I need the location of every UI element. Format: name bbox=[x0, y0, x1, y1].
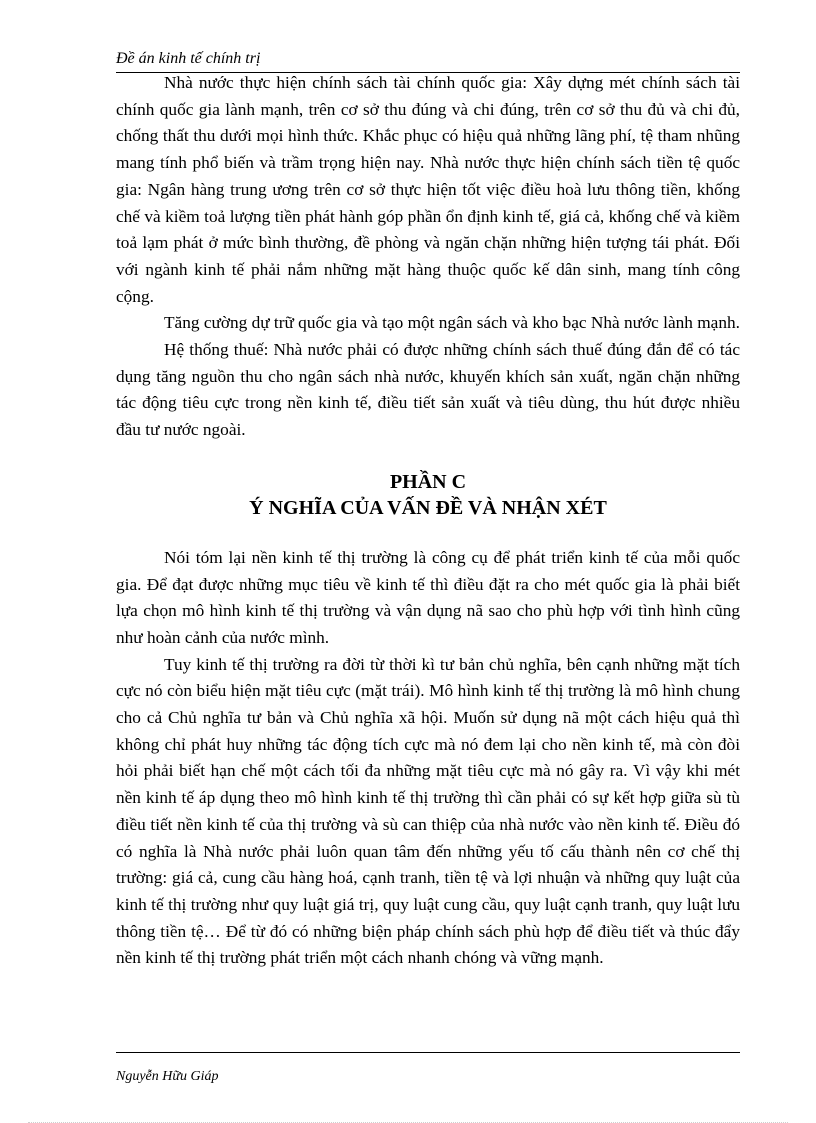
section-part-label: PHẦN C bbox=[389, 470, 467, 493]
page-footer bbox=[116, 1052, 740, 1085]
document-body bbox=[116, 70, 740, 972]
header-title: Đề án kinh tế chính trị bbox=[116, 50, 261, 67]
paragraph-summary: Nói tóm lại nền kinh tế thị trường là công cụ để phát triển kinh tế của mỗi quốc gia. Để đạt được những mục tiêu về kinh tế thì điều đặt ra cho mét quốc gia là phải biết lựa chọn mô hình kinh tế thị trường và vận dụng nã sao cho phù hợp với tình hình cũng như hoàn cảnh của nước mình. bbox=[116, 547, 740, 647]
section-heading bbox=[116, 469, 740, 521]
section-title: Ý NGHĨA CỦA VẤN ĐỀ VÀ NHẬN XÉT bbox=[249, 496, 607, 519]
paragraph-fiscal-policy: Nhà nước thực hiện chính sách tài chính quốc gia: Xây dựng mét chính sách tài chính quốc gia lành mạnh, trên cơ sở thu đúng và chi đúng, trên cơ sở thu đủ và chi đủ, chống thất thu dưới mọi hình thức. Khắc phục có hiệu quả những lãng phí, tệ tham nhũng mang tính phổ biến và trầm trọng hiện nay. Nhà nước thực hiện chính sách tiền tệ quốc gia: Ngân hàng trung ương trên cơ sở thực hiện tốt việc điều hoà lưu thông tiền, khống chế và kiềm toả lượng tiền phát hành góp phần ổn định kinh tế, giá cả, khống chế và kiềm toả lạm phát ở mức bình thường, đề phòng và ngăn chặn những hiện tượng tái phát. Đối với ngành kinh tế phải nắm những mặt hàng thuộc quốc kế dân sinh, mang tính công cộng. bbox=[116, 73, 740, 306]
paragraph-market-model: Tuy kinh tế thị trường ra đời từ thời kì tư bản chủ nghĩa, bên cạnh những mặt tích cực nó còn biểu hiện mặt tiêu cực (mặt trái). Mô hình kinh tế thị trường là mô hình chung cho cả Chủ nghĩa tư bản và Chủ nghĩa xã hội. Muốn sử dụng nã một cách hiệu quả thì không chỉ phát huy những tác động tích cực mà nó đem lại cho nền kinh tế, mà còn đòi hỏi phải biết hạn chế một cách tối đa những mặt tiêu cực mà nó gây ra. Vì vậy khi mét nền kinh tế áp dụng theo mô hình kinh tế thị trường thì cần phải có sự kết hợp giữa sù tù điều tiết nền kinh tế của thị trường và sù can thiệp của nhà nước vào nền kinh tế. Điều đó có nghĩa là Nhà nước phải luôn quan tâm đến những yếu tố cấu thành nên cơ chế thị trường: giá cả, cung cầu hàng hoá, cạnh tranh, tiền tệ và lợi nhuận và những quy luật của kinh tế thị trường như quy luật giá trị, quy luật cung cầu, quy luật cạnh tranh, quy luật lưu thông tiền tệ… Để từ đó có những biện pháp chính sách phù hợp để điều tiết và thúc đẩy nền kinh tế thị trường phát triển một cách nhanh chóng và vững mạnh. bbox=[116, 654, 740, 968]
footer-author: Nguyễn Hữu Giáp bbox=[116, 1069, 219, 1084]
paragraph-tax-system: Hệ thống thuế: Nhà nước phải có được những chính sách thuế đúng đắn để có tác dụng tăng nguồn thu cho ngân sách nhà nước, khuyến khích sản xuất, ngăn chặn những tác động tiêu cực trong nền kinh tế, điều tiết sản xuất và tiêu dùng, thu hút được nhiều đầu tư nước ngoài. bbox=[116, 340, 740, 440]
paragraph-national-reserve: Tăng cường dự trữ quốc gia và tạo một ngân sách và kho bạc Nhà nước lành mạnh. bbox=[164, 313, 740, 333]
